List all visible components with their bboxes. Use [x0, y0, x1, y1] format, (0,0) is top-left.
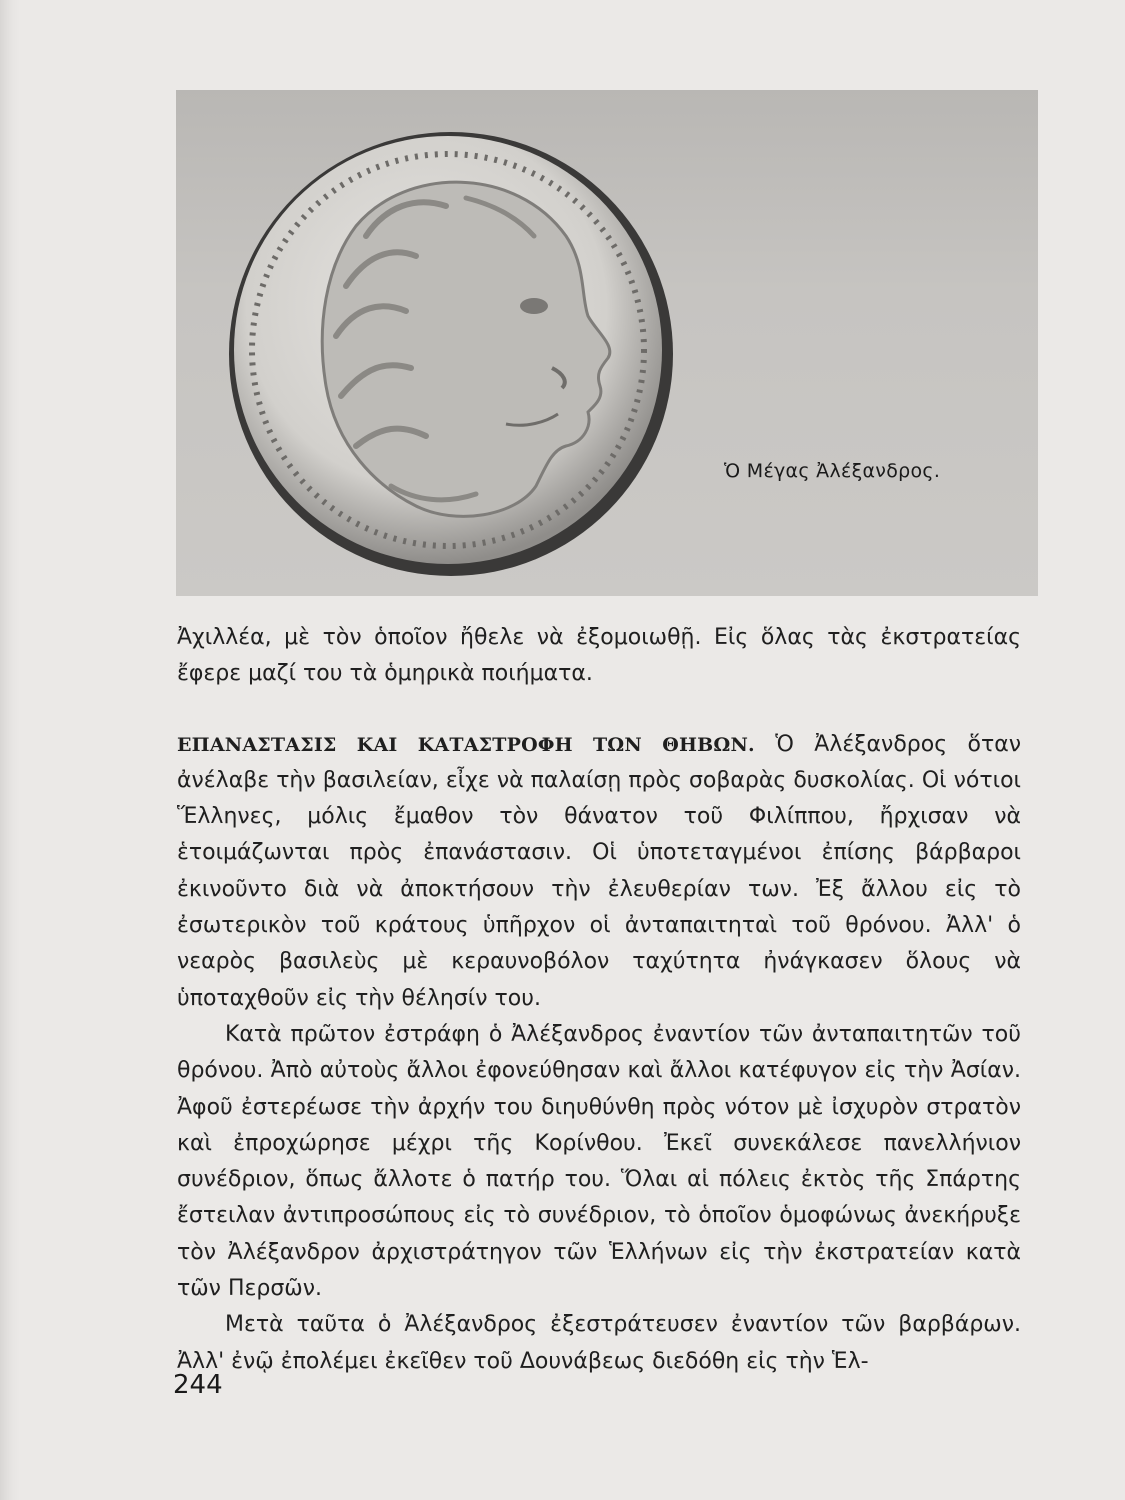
paragraph-2	[177, 727, 1021, 1017]
page-edge	[0, 0, 20, 1500]
paragraph-4: Μετὰ ταῦτα ὁ Ἀλέξανδρος ἐξεστράτευσεν ἐναντίον τῶν βαρβάρων. Ἀλλ' ἐνῷ ἐπολέμει ἐκεῖθεν τοῦ Δουνάβεως διεδόθη εἰς τὴν Ἑλ-	[177, 1312, 1021, 1374]
paragraph-3: Κατὰ πρῶτον ἐστράφη ὁ Ἀλέξανδρος ἐναντίον τῶν ἀνταπαιτητῶν τοῦ θρόνου. Ἀπὸ αὐτοὺς ἄλλοι ἐφονεύθησαν καὶ ἄλλοι κατέφυγον εἰς τὴν Ἀσίαν. Ἀφοῦ ἐστερέωσε τὴν ἀρχήν του διηυθύνθη πρὸς νότον μὲ ἰσχυρὸν στρατὸν καὶ ἐπροχώρησε μέχρι τῆς Κορίνθου. Ἐκεῖ συνεκάλεσε πανελλήνιον συνέδριον, ὅπως ἄλλοτε ὁ πατήρ του. Ὅλαι αἱ πόλεις ἐκτὸς τῆς Σπάρτης ἔστειλαν ἀντιπροσώπους εἰς τὸ συνέδριον, τὸ ὁποῖον ὁμοφώνως ἀνεκήρυξε τὸν Ἀλέξανδρον ἀρχιστράτηγον τῶν Ἑλλήνων εἰς τὴν ἐκστρατείαν κατὰ τῶν Περσῶν.	[177, 1021, 1021, 1302]
paragraph-2-text: Ὁ Ἀλέξανδρος ὅταν ἀνέλαβε τὴν βασιλείαν, εἶχε νὰ παλαίσῃ πρὸς σοβαρὰς δυσκολίας. Οἱ νότιοι Ἕλληνες, μόλις ἔμαθον τὸν θάνατον τοῦ Φιλίππου, ἤρχισαν νὰ ἑτοιμάζωνται πρὸς ἐπανάστασιν. Οἱ ὑποτεταγμένοι ἐπίσης βάρβαροι ἐκινοῦντο διὰ νὰ ἀποκτήσουν τὴν ἐλευθερίαν των. Ἐξ ἄλλου εἰς τὸ ἐσωτερικὸν τοῦ κράτους ὑπῆρχον οἱ ἀνταπαιτηταὶ τοῦ θρόνου. Ἀλλ' ὁ νεαρὸς βασιλεὺς μὲ κεραυνοβόλον ταχύτητα ἠνάγκασεν ὅλους νὰ ὑποταχθοῦν εἰς τὴν θέλησίν του.	[177, 731, 1021, 1011]
coin-photograph	[176, 90, 1038, 596]
paragraph-1: Ἀχιλλέα, μὲ τὸν ὁποῖον ἤθελε νὰ ἐξομοιωθῇ. Εἰς ὅλας τὰς ἐκστρατείας ἔφερε μαζί του τὰ ὁμηρικὰ ποιήματα.	[177, 625, 1021, 687]
alexander-coin-image	[216, 106, 696, 586]
figure-caption: Ὁ Μέγας Ἀλέξανδρος.	[724, 460, 941, 482]
page-number: 244	[173, 1370, 223, 1400]
section-heading: ΕΠΑΝΑΣΤΑΣΙΣ ΚΑΙ ΚΑΤΑΣΤΡΟΦΗ ΤΩΝ ΘΗΒΩΝ.	[177, 733, 755, 756]
body-text	[177, 620, 1021, 1380]
